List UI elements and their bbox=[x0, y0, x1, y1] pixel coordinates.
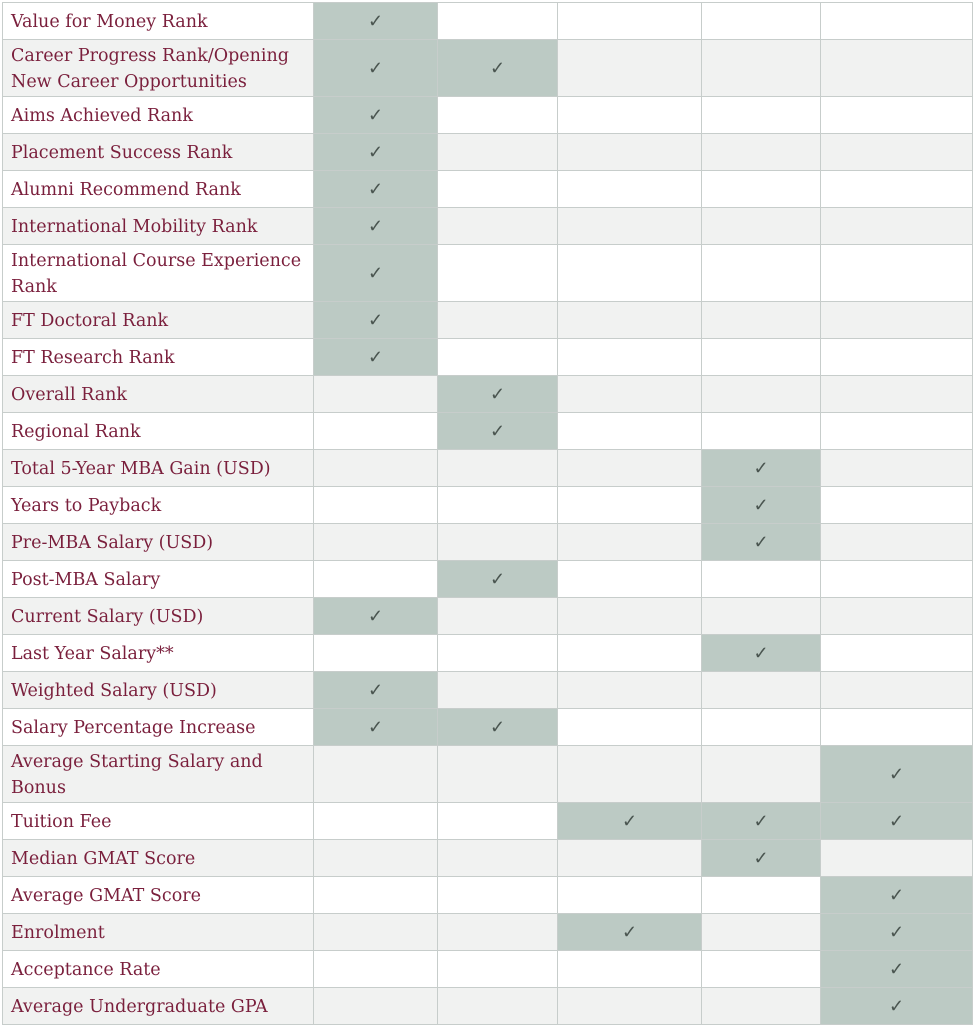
check-cell bbox=[558, 245, 702, 302]
check-cell bbox=[821, 635, 973, 672]
check-cell bbox=[558, 450, 702, 487]
check-cell bbox=[314, 635, 438, 672]
check-cell bbox=[558, 672, 702, 709]
check-cell bbox=[314, 524, 438, 561]
check-cell bbox=[314, 3, 438, 40]
check-cell bbox=[702, 450, 821, 487]
check-cell bbox=[558, 487, 702, 524]
table-row bbox=[3, 339, 973, 376]
checkmark-icon: ✓ bbox=[753, 531, 769, 553]
check-cell bbox=[558, 561, 702, 598]
table-row bbox=[3, 598, 973, 635]
table-row bbox=[3, 877, 973, 914]
table-row bbox=[3, 376, 973, 413]
check-cell bbox=[558, 803, 702, 840]
row-label: Total 5-Year MBA Gain (USD) bbox=[3, 450, 314, 487]
checkmark-icon: ✓ bbox=[753, 810, 769, 832]
table-row bbox=[3, 746, 973, 803]
check-cell bbox=[558, 339, 702, 376]
check-cell bbox=[438, 3, 558, 40]
table-row bbox=[3, 450, 973, 487]
checkmark-icon: ✓ bbox=[367, 10, 384, 32]
row-label: Years to Payback bbox=[3, 487, 314, 524]
check-cell bbox=[702, 208, 821, 245]
check-cell bbox=[558, 134, 702, 171]
check-cell bbox=[438, 524, 558, 561]
check-cell bbox=[702, 134, 821, 171]
check-cell bbox=[821, 302, 973, 339]
table-row bbox=[3, 709, 973, 746]
check-cell bbox=[438, 339, 558, 376]
row-label: Value for Money Rank bbox=[3, 3, 314, 40]
check-cell bbox=[821, 561, 973, 598]
check-cell bbox=[314, 134, 438, 171]
check-cell bbox=[821, 40, 973, 97]
check-cell bbox=[314, 914, 438, 951]
row-label: International Course Experience Rank bbox=[3, 245, 314, 302]
table-row bbox=[3, 245, 973, 302]
check-cell bbox=[558, 171, 702, 208]
check-cell bbox=[314, 951, 438, 988]
check-cell bbox=[702, 840, 821, 877]
row-label: Acceptance Rate bbox=[3, 951, 314, 988]
table-body bbox=[3, 3, 973, 1025]
check-cell bbox=[314, 988, 438, 1025]
checkmark-icon: ✓ bbox=[367, 215, 384, 237]
checkmark-icon: ✓ bbox=[621, 810, 638, 832]
check-cell bbox=[702, 746, 821, 803]
check-cell bbox=[314, 450, 438, 487]
table-row bbox=[3, 302, 973, 339]
check-cell bbox=[702, 339, 821, 376]
check-cell bbox=[821, 803, 973, 840]
checkmark-icon: ✓ bbox=[489, 716, 506, 738]
checkmark-icon: ✓ bbox=[367, 178, 384, 200]
checkmark-icon: ✓ bbox=[489, 383, 506, 405]
check-cell bbox=[821, 988, 973, 1025]
check-cell bbox=[438, 709, 558, 746]
check-cell bbox=[438, 413, 558, 450]
check-cell bbox=[314, 413, 438, 450]
row-label: International Mobility Rank bbox=[3, 208, 314, 245]
check-cell bbox=[821, 914, 973, 951]
check-cell bbox=[821, 709, 973, 746]
check-cell bbox=[702, 487, 821, 524]
check-cell bbox=[558, 951, 702, 988]
table-row bbox=[3, 914, 973, 951]
check-cell bbox=[558, 40, 702, 97]
check-cell bbox=[702, 672, 821, 709]
check-cell bbox=[314, 208, 438, 245]
checkmark-icon: ✓ bbox=[888, 810, 905, 832]
check-cell bbox=[558, 914, 702, 951]
check-cell bbox=[558, 877, 702, 914]
check-cell bbox=[702, 302, 821, 339]
check-cell bbox=[558, 709, 702, 746]
check-cell bbox=[438, 134, 558, 171]
row-label: Average Undergraduate GPA bbox=[3, 988, 314, 1025]
check-cell bbox=[702, 635, 821, 672]
check-cell bbox=[821, 951, 973, 988]
table-row bbox=[3, 3, 973, 40]
check-cell bbox=[438, 635, 558, 672]
check-cell bbox=[702, 951, 821, 988]
check-cell bbox=[558, 635, 702, 672]
checkmark-icon: ✓ bbox=[489, 57, 506, 79]
check-cell bbox=[314, 245, 438, 302]
table-row bbox=[3, 561, 973, 598]
row-label: Career Progress Rank/Opening New Career Opportunities bbox=[3, 40, 314, 97]
check-cell bbox=[702, 376, 821, 413]
row-label: Post-MBA Salary bbox=[3, 561, 314, 598]
table-row bbox=[3, 413, 973, 450]
check-cell bbox=[438, 988, 558, 1025]
check-cell bbox=[558, 988, 702, 1025]
check-cell bbox=[821, 840, 973, 877]
check-cell bbox=[702, 524, 821, 561]
checkmark-icon: ✓ bbox=[753, 642, 769, 664]
check-cell bbox=[821, 3, 973, 40]
checkmark-icon: ✓ bbox=[367, 57, 384, 79]
check-cell bbox=[558, 376, 702, 413]
check-cell bbox=[438, 40, 558, 97]
checkmark-icon: ✓ bbox=[621, 921, 638, 943]
row-label: FT Doctoral Rank bbox=[3, 302, 314, 339]
check-cell bbox=[558, 598, 702, 635]
check-cell bbox=[314, 561, 438, 598]
checkmark-icon: ✓ bbox=[888, 995, 905, 1017]
checkmark-icon: ✓ bbox=[753, 494, 769, 516]
checkmark-icon: ✓ bbox=[753, 847, 769, 869]
checkmark-icon: ✓ bbox=[888, 958, 905, 980]
check-cell bbox=[702, 914, 821, 951]
check-cell bbox=[438, 208, 558, 245]
check-cell bbox=[314, 97, 438, 134]
table-row bbox=[3, 840, 973, 877]
row-label: Enrolment bbox=[3, 914, 314, 951]
row-label: Tuition Fee bbox=[3, 803, 314, 840]
table-row bbox=[3, 988, 973, 1025]
check-cell bbox=[438, 245, 558, 302]
check-cell bbox=[438, 877, 558, 914]
row-label: Pre-MBA Salary (USD) bbox=[3, 524, 314, 561]
check-cell bbox=[438, 171, 558, 208]
checkmark-icon: ✓ bbox=[489, 420, 506, 442]
check-cell bbox=[821, 877, 973, 914]
check-cell bbox=[438, 487, 558, 524]
check-cell bbox=[558, 97, 702, 134]
row-label: Average Starting Salary and Bonus bbox=[3, 746, 314, 803]
check-cell bbox=[558, 413, 702, 450]
check-cell bbox=[314, 487, 438, 524]
table-row bbox=[3, 524, 973, 561]
checkmark-icon: ✓ bbox=[753, 457, 769, 479]
row-label: Aims Achieved Rank bbox=[3, 97, 314, 134]
check-cell bbox=[702, 3, 821, 40]
table-row bbox=[3, 40, 973, 97]
check-cell bbox=[314, 840, 438, 877]
check-cell bbox=[702, 988, 821, 1025]
check-cell bbox=[558, 208, 702, 245]
checkmark-icon: ✓ bbox=[367, 141, 384, 163]
check-cell bbox=[821, 134, 973, 171]
check-cell bbox=[314, 40, 438, 97]
check-cell bbox=[438, 914, 558, 951]
check-cell bbox=[314, 672, 438, 709]
row-label: Overall Rank bbox=[3, 376, 314, 413]
check-cell bbox=[558, 3, 702, 40]
check-cell bbox=[314, 339, 438, 376]
check-cell bbox=[702, 97, 821, 134]
check-cell bbox=[702, 245, 821, 302]
check-cell bbox=[314, 302, 438, 339]
check-cell bbox=[438, 302, 558, 339]
check-cell bbox=[438, 376, 558, 413]
row-label: Median GMAT Score bbox=[3, 840, 314, 877]
checkmark-icon: ✓ bbox=[489, 568, 506, 590]
check-cell bbox=[438, 951, 558, 988]
check-cell bbox=[314, 598, 438, 635]
check-cell bbox=[821, 524, 973, 561]
check-cell bbox=[314, 877, 438, 914]
check-cell bbox=[702, 709, 821, 746]
check-cell bbox=[558, 840, 702, 877]
row-label: Current Salary (USD) bbox=[3, 598, 314, 635]
table-row bbox=[3, 208, 973, 245]
check-cell bbox=[314, 709, 438, 746]
table-row bbox=[3, 672, 973, 709]
check-cell bbox=[438, 450, 558, 487]
row-label: Regional Rank bbox=[3, 413, 314, 450]
check-cell bbox=[821, 672, 973, 709]
check-cell bbox=[821, 171, 973, 208]
row-label: Weighted Salary (USD) bbox=[3, 672, 314, 709]
check-cell bbox=[702, 413, 821, 450]
row-label: FT Research Rank bbox=[3, 339, 314, 376]
check-cell bbox=[702, 598, 821, 635]
table-row bbox=[3, 635, 973, 672]
check-cell bbox=[438, 672, 558, 709]
check-cell bbox=[314, 803, 438, 840]
checkmark-icon: ✓ bbox=[367, 605, 384, 627]
check-cell bbox=[821, 450, 973, 487]
check-cell bbox=[702, 171, 821, 208]
table-row bbox=[3, 951, 973, 988]
checkmark-icon: ✓ bbox=[888, 884, 905, 906]
table-row bbox=[3, 171, 973, 208]
check-cell bbox=[438, 561, 558, 598]
table-row bbox=[3, 803, 973, 840]
check-cell bbox=[314, 171, 438, 208]
check-cell bbox=[314, 376, 438, 413]
check-cell bbox=[438, 97, 558, 134]
check-cell bbox=[821, 487, 973, 524]
check-cell bbox=[438, 746, 558, 803]
row-label: Alumni Recommend Rank bbox=[3, 171, 314, 208]
check-cell bbox=[558, 302, 702, 339]
checkmark-icon: ✓ bbox=[888, 921, 905, 943]
check-cell bbox=[702, 561, 821, 598]
table-row bbox=[3, 134, 973, 171]
check-cell bbox=[821, 208, 973, 245]
checkmark-icon: ✓ bbox=[367, 679, 384, 701]
checkmark-icon: ✓ bbox=[367, 716, 384, 738]
checkmark-icon: ✓ bbox=[367, 346, 384, 368]
check-cell bbox=[438, 803, 558, 840]
check-cell bbox=[558, 746, 702, 803]
check-cell bbox=[821, 746, 973, 803]
check-cell bbox=[821, 413, 973, 450]
table-row bbox=[3, 487, 973, 524]
row-label: Placement Success Rank bbox=[3, 134, 314, 171]
row-label: Average GMAT Score bbox=[3, 877, 314, 914]
check-cell bbox=[821, 97, 973, 134]
check-cell bbox=[438, 598, 558, 635]
check-cell bbox=[821, 598, 973, 635]
check-cell bbox=[821, 339, 973, 376]
ranking-criteria-table bbox=[2, 2, 973, 1025]
check-cell bbox=[821, 376, 973, 413]
check-cell bbox=[314, 746, 438, 803]
check-cell bbox=[438, 840, 558, 877]
table-row bbox=[3, 97, 973, 134]
checkmark-icon: ✓ bbox=[367, 104, 384, 126]
row-label: Salary Percentage Increase bbox=[3, 709, 314, 746]
checkmark-icon: ✓ bbox=[367, 309, 384, 331]
check-cell bbox=[702, 40, 821, 97]
checkmark-icon: ✓ bbox=[888, 763, 905, 785]
check-cell bbox=[821, 245, 973, 302]
checkmark-icon: ✓ bbox=[367, 262, 384, 284]
check-cell bbox=[702, 877, 821, 914]
check-cell bbox=[558, 524, 702, 561]
check-cell bbox=[702, 803, 821, 840]
row-label: Last Year Salary** bbox=[3, 635, 314, 672]
